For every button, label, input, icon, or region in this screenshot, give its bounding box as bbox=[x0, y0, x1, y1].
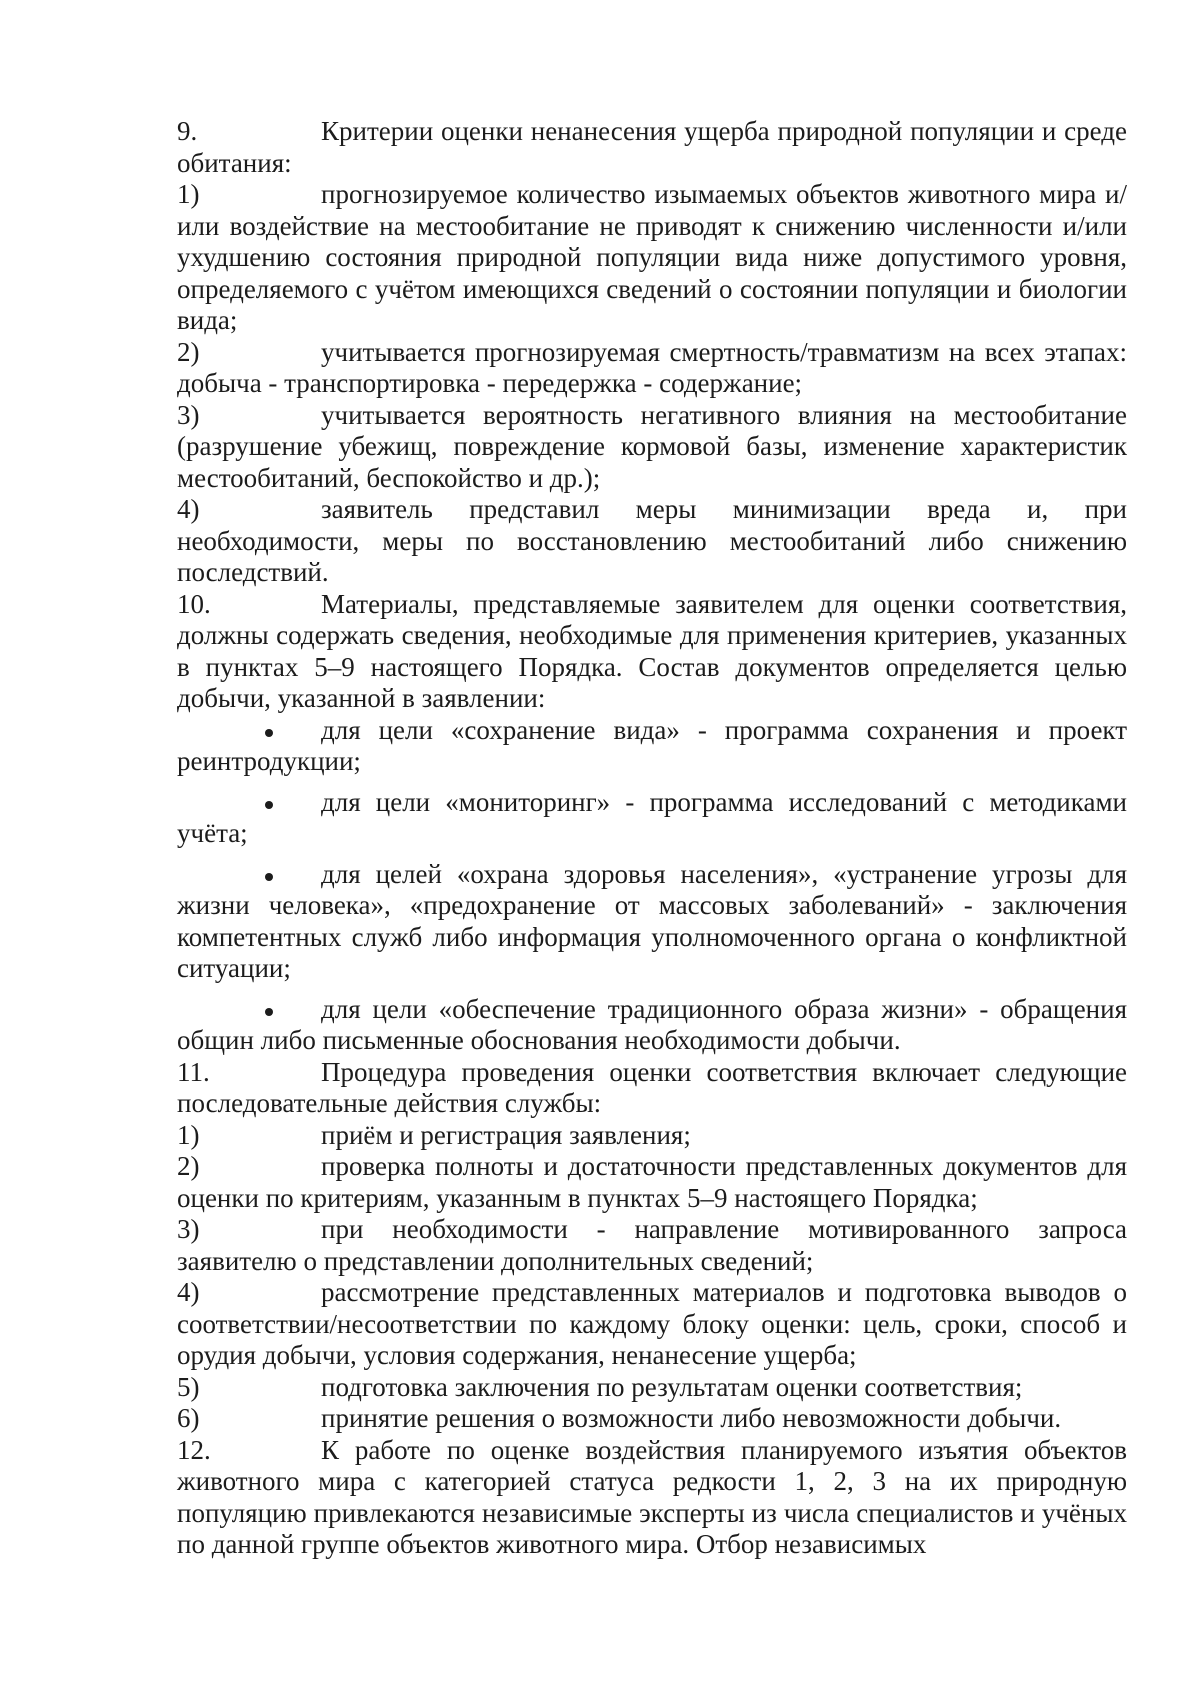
section-11-item-2 bbox=[177, 1151, 1127, 1214]
section-11-item-1 bbox=[177, 1120, 1127, 1152]
item-text: принятие решения о возможности либо невозможности добычи. bbox=[321, 1403, 1062, 1433]
item-number: 4) bbox=[177, 1277, 200, 1307]
bullet-icon bbox=[265, 801, 273, 809]
item-text: учитывается вероятность негативного влияния на местообитание (разрушение убежищ, повреждение кормовой базы, изменение характеристик местообитаний, беспокойство и др.); bbox=[177, 399, 1127, 493]
section-12-number: 12. bbox=[177, 1434, 211, 1465]
section-9-item-4 bbox=[177, 494, 1127, 589]
bullet-icon bbox=[265, 1008, 273, 1016]
item-text: рассмотрение представленных материалов и подготовка выводов о соответствии/несоответствии по каждому блоку оценки: цель, сроки, способ и орудия добычи, условия содержания, ненанесение ущерба; bbox=[177, 1277, 1127, 1370]
item-number: 3) bbox=[177, 399, 200, 430]
bullet-text: для цели «мониторинг» - программа исследований с методиками учёта; bbox=[177, 786, 1127, 848]
item-text: при необходимости - направление мотивированного запроса заявителю о представлении дополнительных сведений; bbox=[177, 1214, 1127, 1276]
item-number: 6) bbox=[177, 1403, 200, 1433]
item-number: 2) bbox=[177, 336, 200, 367]
item-text: подготовка заключения по результатам оценки соответствия; bbox=[321, 1371, 1023, 1402]
section-9-item-2 bbox=[177, 337, 1127, 400]
bullet-text: для целей «охрана здоровья населения», «устранение угрозы для жизни человека», «предохранение от массовых заболеваний» - заключения компетентных служб либо информация уполномоченного органа о конфликтной ситуации; bbox=[177, 858, 1127, 983]
section-11-item-6 bbox=[177, 1403, 1127, 1435]
item-text: проверка полноты и достаточности представленных документов для оценки по критериям, указанным в пунктах 5–9 настоящего Порядка; bbox=[177, 1151, 1127, 1213]
section-11-item-3 bbox=[177, 1214, 1127, 1277]
section-11-number: 11. bbox=[177, 1056, 210, 1087]
bullet-text: для цели «сохранение вида» - программа сохранения и проект реинтродукции; bbox=[177, 714, 1127, 776]
item-number: 4) bbox=[177, 494, 200, 524]
section-11-text: Процедура проведения оценки соответствия включает следующие последовательные действия службы: bbox=[177, 1056, 1127, 1118]
section-10 bbox=[177, 589, 1127, 715]
item-number: 5) bbox=[177, 1371, 200, 1402]
item-text: приём и регистрация заявления; bbox=[321, 1119, 691, 1150]
document-body bbox=[177, 116, 1127, 1561]
section-10-bullet-1 bbox=[177, 715, 1127, 778]
section-9-text: Критерии оценки ненанесения ущерба природной популяции и среде обитания: bbox=[177, 116, 1127, 178]
section-10-bullet-2 bbox=[177, 787, 1127, 850]
item-text: заявитель представил меры минимизации вреда и, при необходимости, меры по восстановлению местообитаний либо снижению последствий. bbox=[177, 494, 1127, 587]
section-9-number: 9. bbox=[177, 116, 198, 146]
bullet-icon bbox=[265, 729, 273, 737]
section-12-text: К работе по оценке воздействия планируемого изъятия объектов животного мира с категорией статуса редкости 1, 2, 3 на их природную популяцию привлекаются независимые эксперты из числа специалистов и учёных по данной группе объектов животного мира. Отбор независимых bbox=[177, 1434, 1127, 1559]
item-number: 1) bbox=[177, 179, 200, 209]
item-number: 3) bbox=[177, 1214, 200, 1244]
item-text: учитывается прогнозируемая смертность/травматизм на всех этапах: добыча - транспортировка - передержка - содержание; bbox=[177, 336, 1127, 398]
section-11-item-5 bbox=[177, 1372, 1127, 1404]
bullet-text: для цели «обеспечение традиционного образа жизни» - обращения общин либо письменные обоснования необходимости добычи. bbox=[177, 993, 1127, 1055]
section-10-text: Материалы, представляемые заявителем для оценки соответствия, должны содержать сведения, необходимые для применения критериев, указанных в пунктах 5–9 настоящего Порядка. Состав документов определяется целью добычи, указанной в заявлении: bbox=[177, 588, 1127, 713]
item-text: прогнозируемое количество изымаемых объектов животного мира и/или воздействие на местообитание не приводят к снижению численности и/или ухудшению состояния природной популяции вида ниже допустимого уровня, определяемого с учётом имеющихся сведений о состоянии популяции и биологии вида; bbox=[177, 179, 1127, 335]
section-10-number: 10. bbox=[177, 588, 211, 619]
section-10-bullet-4 bbox=[177, 994, 1127, 1057]
section-11-item-4 bbox=[177, 1277, 1127, 1372]
item-number: 1) bbox=[177, 1119, 200, 1150]
section-9-item-3 bbox=[177, 400, 1127, 495]
item-number: 2) bbox=[177, 1151, 200, 1181]
section-10-bullet-3 bbox=[177, 859, 1127, 985]
bullet-icon bbox=[265, 873, 273, 881]
section-12 bbox=[177, 1435, 1127, 1561]
section-9-item-1 bbox=[177, 179, 1127, 337]
section-9 bbox=[177, 116, 1127, 179]
section-11 bbox=[177, 1057, 1127, 1120]
